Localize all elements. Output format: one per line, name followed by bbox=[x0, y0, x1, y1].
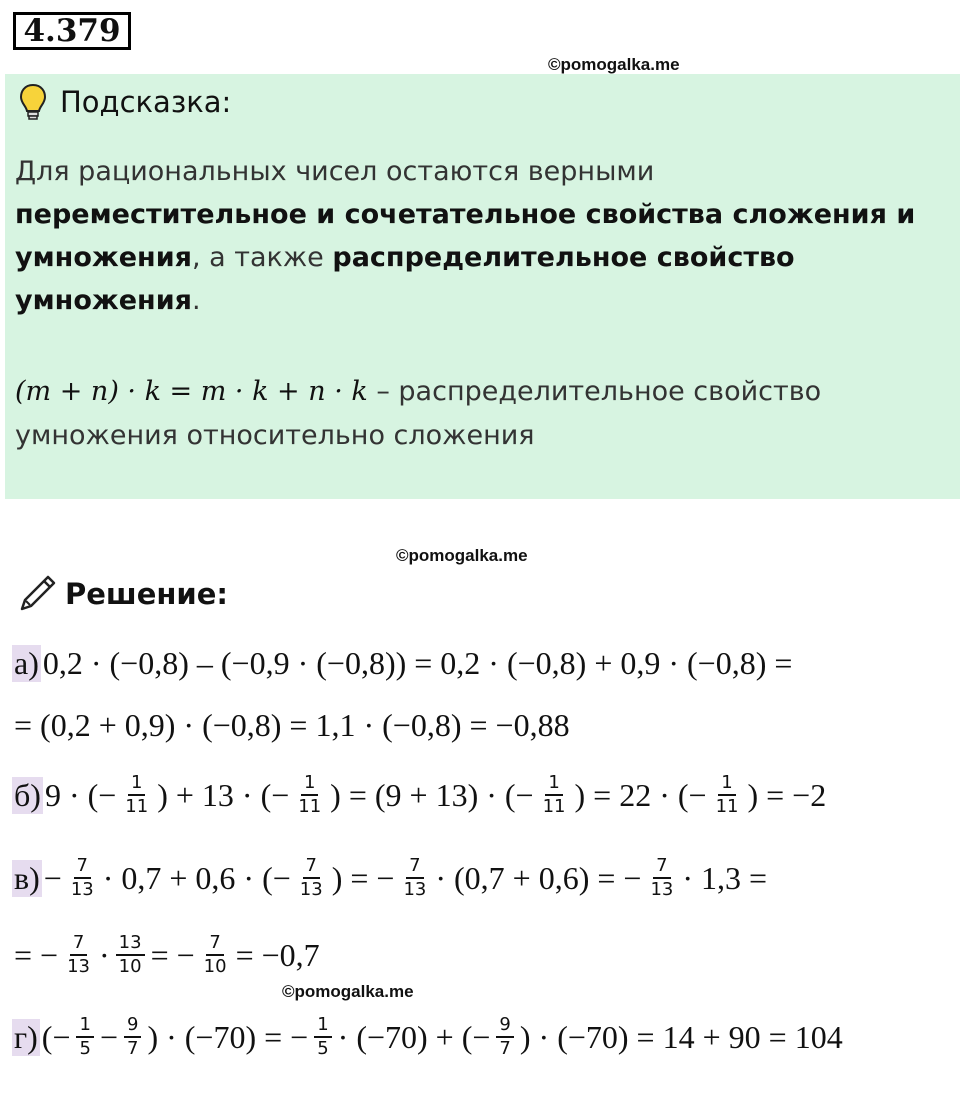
text-part: 5 bbox=[79, 1038, 91, 1059]
text-part: 11 bbox=[298, 796, 322, 817]
text-part: 11 bbox=[125, 796, 149, 817]
text-part: 9 bbox=[496, 1014, 513, 1038]
text-part: · (−70) + (− bbox=[337, 1018, 491, 1055]
text-part: 0,2 · (−0,8) – (−0,9 · (−0,8)) = 0,2 · (−0,8) + 0,9 · (−0,8) = bbox=[42, 644, 793, 681]
text-part: ) = − bbox=[331, 859, 395, 896]
distributive-formula bbox=[15, 370, 945, 458]
text-part: 7 bbox=[406, 855, 423, 879]
text-part: 13 bbox=[650, 879, 674, 900]
text-part: 7 bbox=[74, 855, 91, 879]
text-part: 13 bbox=[403, 879, 427, 900]
item-label: а) bbox=[14, 644, 39, 681]
text-part: 13 bbox=[116, 932, 145, 956]
text-part: = −0,7 bbox=[235, 936, 320, 973]
fraction bbox=[713, 772, 742, 818]
text-part: 1 bbox=[301, 772, 318, 796]
text-part: 7 bbox=[303, 855, 320, 879]
text-part: ) · (−70) = − bbox=[147, 1018, 309, 1055]
text-part: 11 bbox=[715, 796, 739, 817]
text-part: − bbox=[99, 1018, 118, 1055]
solution-c-line2 bbox=[12, 925, 322, 985]
text-part: 7 bbox=[499, 1038, 511, 1059]
fraction bbox=[116, 932, 145, 978]
text-part: 13 bbox=[70, 879, 94, 900]
text-part: 13 bbox=[67, 956, 90, 977]
text-part: · 1,3 = bbox=[682, 859, 768, 896]
text-part: 1 bbox=[76, 1014, 93, 1038]
item-label: г) bbox=[14, 1018, 38, 1055]
fraction bbox=[201, 932, 230, 978]
text-part: 7 bbox=[206, 932, 223, 956]
solution-b bbox=[12, 765, 828, 825]
solution-c-line1 bbox=[12, 848, 769, 908]
text-part: – распределительное свойство умножения относительно сложения bbox=[15, 376, 822, 451]
text-part: − bbox=[43, 859, 62, 896]
lightbulb-icon bbox=[18, 82, 48, 122]
fraction bbox=[122, 772, 151, 818]
text-part: 9 · (− bbox=[44, 776, 117, 813]
solution-a-line1 bbox=[12, 633, 794, 693]
text-part: Для рациональных чисел остаются верными bbox=[15, 156, 655, 187]
text-part: ) = 22 · (− bbox=[574, 776, 707, 813]
text-part: переместительное и сочетательное свойства сложения и умножения bbox=[15, 199, 916, 273]
fraction bbox=[647, 855, 676, 901]
watermark: ©pomogalka.me bbox=[548, 55, 680, 74]
text-part: 9 bbox=[124, 1014, 141, 1038]
text-part: , а также bbox=[191, 242, 324, 273]
text-part: (m + n) · k = m · k + n · k bbox=[15, 376, 368, 407]
text-part: · 0,7 + 0,6 · (− bbox=[102, 859, 291, 896]
text-part: ) · (−70) = 14 + 90 = 104 bbox=[519, 1018, 843, 1055]
text-part: . bbox=[191, 285, 201, 316]
fraction bbox=[496, 1014, 513, 1060]
text-part: 1 bbox=[314, 1014, 331, 1038]
text-part: = − bbox=[150, 936, 195, 973]
text-part: 7 bbox=[653, 855, 670, 879]
watermark: ©pomogalka.me bbox=[282, 982, 414, 1001]
text-part: (− bbox=[41, 1018, 71, 1055]
text-part: 1 bbox=[545, 772, 562, 796]
fraction bbox=[64, 932, 93, 978]
text-part: ) = −2 bbox=[747, 776, 827, 813]
text-part: 10 bbox=[203, 956, 227, 977]
solution-title: Решение: bbox=[65, 577, 229, 611]
solution-d bbox=[12, 1007, 845, 1067]
text-part: 1 bbox=[718, 772, 735, 796]
watermark: ©pomogalka.me bbox=[396, 546, 528, 565]
text-part: 1 bbox=[128, 772, 145, 796]
text-part: ) + 13 · (− bbox=[157, 776, 290, 813]
solution-a-line2 bbox=[12, 695, 572, 755]
text-part: 7 bbox=[126, 1038, 139, 1059]
item-label: в) bbox=[14, 859, 40, 896]
fraction bbox=[400, 855, 429, 901]
hint-paragraph bbox=[15, 150, 945, 322]
fraction bbox=[76, 1014, 93, 1060]
fraction bbox=[295, 772, 324, 818]
text-part: = − bbox=[14, 936, 59, 973]
fraction bbox=[68, 855, 97, 901]
hint-title: Подсказка: bbox=[60, 85, 232, 119]
fraction bbox=[297, 855, 326, 901]
pencil-icon bbox=[18, 573, 58, 613]
text-part: 11 bbox=[542, 796, 566, 817]
item-label: б) bbox=[14, 776, 41, 813]
text-part: ) = (9 + 13) · (− bbox=[330, 776, 534, 813]
fraction bbox=[540, 772, 569, 818]
text-part: 5 bbox=[317, 1038, 329, 1059]
task-number: 4.379 bbox=[13, 12, 131, 50]
text-part: · (0,7 + 0,6) = − bbox=[435, 859, 642, 896]
text-part: 7 bbox=[70, 932, 87, 956]
text-part: 13 bbox=[299, 879, 323, 900]
fraction bbox=[124, 1014, 141, 1060]
fraction bbox=[314, 1014, 331, 1060]
text-part: · bbox=[99, 936, 110, 973]
text-part: 10 bbox=[118, 956, 142, 977]
text-part: распределительное свойство умножения bbox=[15, 242, 795, 316]
text-part: = (0,2 + 0,9) · (−0,8) = 1,1 · (−0,8) = −0,88 bbox=[14, 706, 570, 743]
